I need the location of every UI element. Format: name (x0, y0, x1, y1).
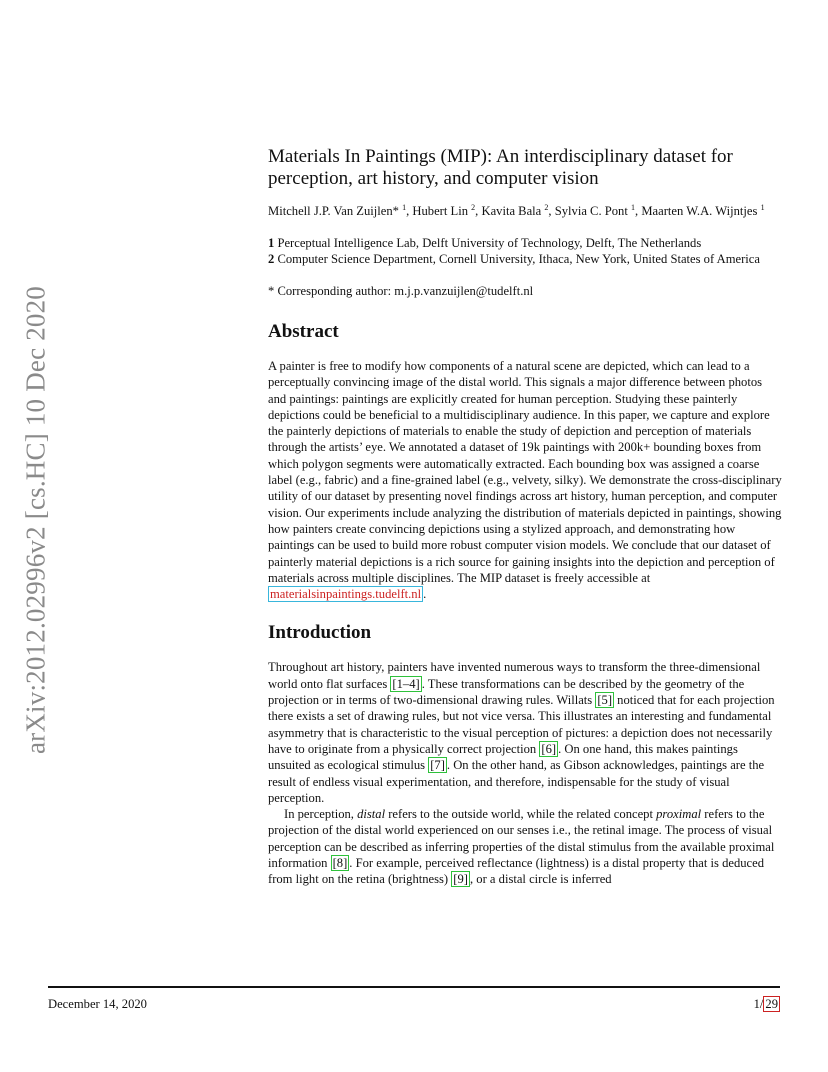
author-name: Hubert Lin (412, 204, 469, 218)
citation-link[interactable]: [1–4] (392, 676, 420, 691)
author-affiliation-mark: 1 (760, 202, 765, 212)
citation-link[interactable]: [9] (453, 872, 468, 887)
author-name: Sylvia C. Pont (554, 204, 628, 218)
arxiv-sidebar (20, 280, 52, 760)
affiliation-list (268, 235, 782, 267)
abstract-body-text: A painter is free to modify how components of a natural scene are depicted, which can lead to a perceptually convincing image of the distal world. This signals a major difference between photos and paintings: paintings are explicitly created for human perception. Studying these painterly depictions could be beneficial to a multidisciplinary audience. In this paper, we capture and explore the painterly depictions of materials to enable the study of depiction and perception of materials through the artists’ eye. We annotated a dataset of 19k paintings with 200k+ bounding boxes from which polygon segments were automatically extracted. Each bounding box was assigned a coarse label (e.g., fabric) and a fine-grained label (e.g., velvety, silky). We demonstrate the cross-disciplinary utility of our dataset by presenting novel findings across art history, human perception, and computer vision. Our experiments include analyzing the distribution of materials depicted in paintings, showing how painters create convincing depictions using a stylized approach, and demonstrating how paintings can be used to build more robust computer vision models. We conclude that our dataset of painterly material depictions is a rich source for gaining insights into the depiction and perception of materials across multiple disciplines. The MIP dataset is freely accessible at (268, 359, 782, 585)
citation-link[interactable]: [5] (597, 693, 613, 708)
intro-text: . On the other hand, as Gibson acknowledges, paintings are the result of endless visual experimentation, and therefore, indispensable for the study of visual perception. (268, 758, 765, 805)
affiliation-item (268, 251, 782, 267)
dataset-link[interactable]: materialsinpaintings.tudelft.nl (270, 587, 422, 602)
author-affiliation-mark: 2 (544, 202, 549, 212)
emphasis-term: proximal (656, 807, 702, 822)
intro-text: refers to the projection of the distal world experienced on our senses i.e., the retinal image. The process of visual perception can be described as inferring properties of the distal stimulus from the available proximal information (268, 807, 775, 871)
citation-link[interactable]: [8] (332, 856, 348, 871)
abstract-heading: Abstract (268, 321, 339, 342)
corresponding-author: * Corresponding author: m.j.p.vanzuijlen@tudelft.nl (268, 284, 534, 298)
intro-paragraph-1 (268, 659, 782, 806)
intro-text: . For example, perceived reflectance (lightness) is a distal property that is deduced from light on the retina (brightness) (268, 856, 765, 887)
introduction-heading: Introduction (268, 622, 372, 644)
intro-text: . These transformations can be described by the geometry of the projection or in terms of two-dimensional drawing rules. Willats (268, 676, 745, 708)
author-list: Mitchell J.P. Van Zuijlen* $^1$, Hubert Lin $^2$, Kavita Bala $^2$, Sylvia C. Pont $^1$, Maarten W.A. Wijntjes $^1$ (268, 202, 765, 218)
intro-paragraph-2 (268, 806, 782, 887)
paper-body (268, 146, 782, 888)
page-number (754, 996, 780, 1012)
intro-text: In perception, (284, 807, 358, 822)
abstract-text (268, 358, 782, 602)
intro-text: . On one hand, this makes paintings unsuited as ecological stimulus (268, 741, 738, 773)
author-affiliation-mark: 1 (631, 202, 636, 212)
author-affiliation-mark: 1 (402, 202, 407, 212)
author-affiliation-mark: 2 (471, 202, 476, 212)
footer-date: December 14, 2020 (48, 997, 147, 1011)
citation-link[interactable]: [6] (541, 741, 557, 756)
author-name: Mitchell J.P. Van Zuijlen* (268, 204, 399, 218)
author-name: Kavita Bala (481, 204, 542, 218)
affiliation-text: Computer Science Department, Cornell University, Ithaca, New York, United States of America (277, 252, 760, 266)
emphasis-term: distal (357, 807, 386, 822)
author-name: Maarten W.A. Wijntjes (641, 204, 758, 218)
arxiv-identifier: arXiv:2012.02996v2 [cs.HC] 10 Dec 2020 (20, 285, 51, 755)
affiliation-text: Perceptual Intelligence Lab, Delft University of Technology, Delft, The Netherlands (277, 236, 702, 250)
affiliation-item (268, 235, 782, 251)
intro-text: , or a distal circle is inferred (469, 872, 612, 887)
intro-text: Throughout art history, painters have invented numerous ways to transform the three-dimensional world onto flat surfaces (268, 660, 761, 691)
intro-text: refers to the outside world, while the related concept (385, 807, 657, 822)
footer-divider (48, 986, 780, 988)
affiliation-number: 2 (268, 252, 275, 266)
page-total-link[interactable]: 29 (765, 997, 778, 1011)
citation-link[interactable]: [7] (430, 758, 445, 773)
paper-title: Materials In Paintings (MIP): An interdisciplinary dataset for perception, art history, and computer vision (268, 146, 733, 189)
abstract-end: . (423, 587, 427, 602)
affiliation-number: 1 (268, 236, 275, 250)
intro-text: noticed that for each projection there exists a set of drawing rules, but not vice versa. This illustrates an interesting and fundamental asymmetry that is characteristic to the visual perception of pictures: a depiction does not necessarily have to originate from a physically correct projection (268, 693, 775, 756)
page-current: 1/ (753, 997, 764, 1011)
